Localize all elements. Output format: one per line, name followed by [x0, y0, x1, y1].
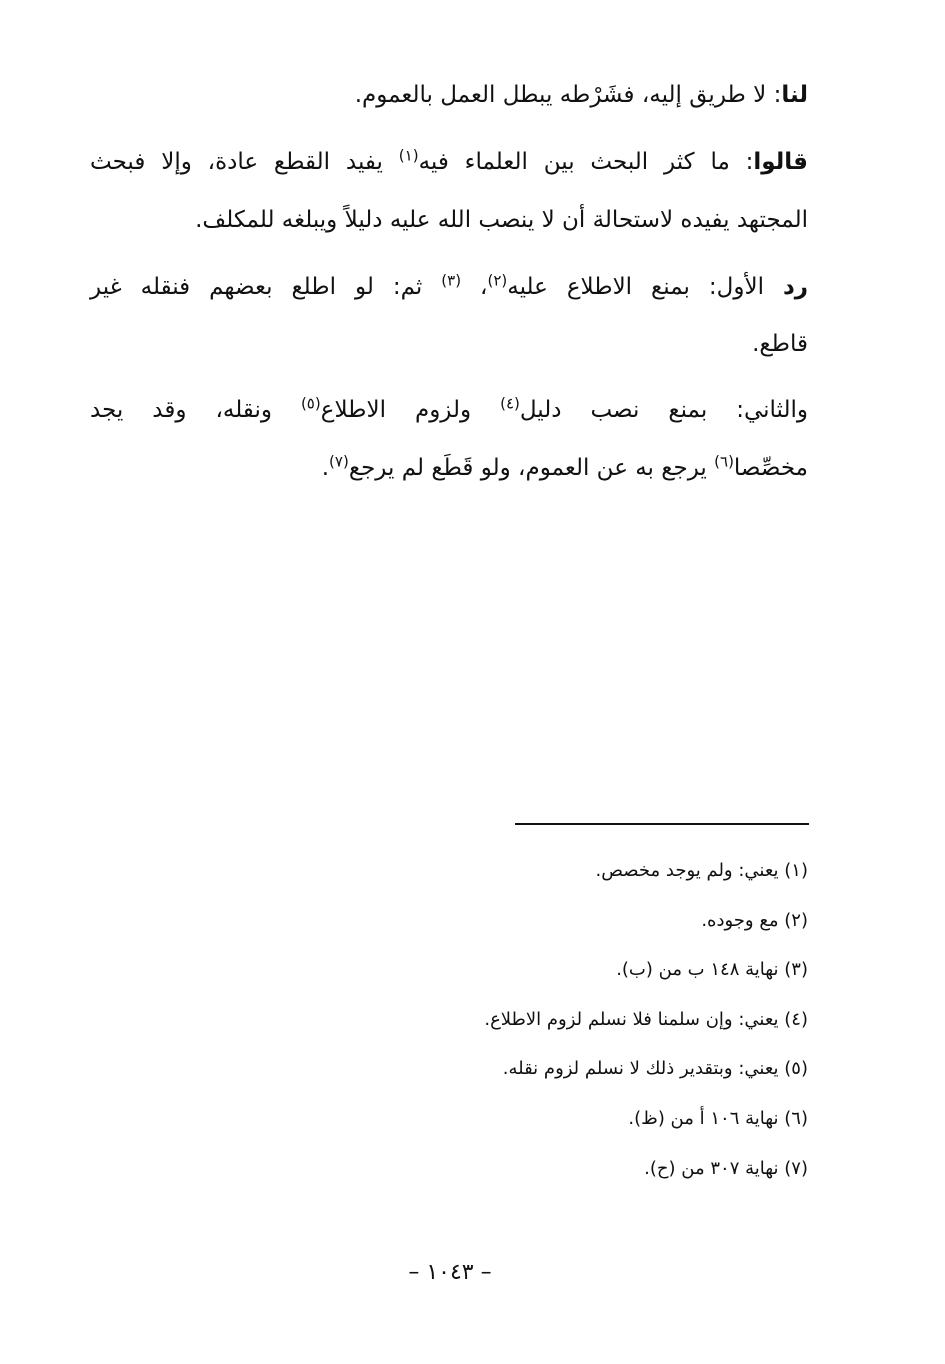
- paragraph-qalu-line-2: [90, 203, 808, 237]
- paragraph-text: مخصِّصا: [733, 455, 808, 481]
- paragraph-lead: لنا: [781, 82, 808, 108]
- paragraph-text: والثاني: بمنع نصب دليل: [519, 397, 808, 423]
- footnote-ref-3: (٣): [441, 271, 462, 290]
- footnote-ref-4: (٤): [500, 394, 520, 413]
- paragraph-text: يفيد القطع عادة، وإلا فبحث: [90, 149, 399, 175]
- footnote-ref-6: (٦): [714, 452, 734, 471]
- paragraph-thani-line-1: [90, 393, 808, 427]
- paragraph-lana: [90, 78, 808, 112]
- paragraph-text: يرجع به عن العموم، ولو قَطَع لم يرجع: [348, 455, 715, 481]
- footnote-6: (٦) نهاية ١٠٦ أ من (ظ).: [628, 1108, 808, 1129]
- footnote-ref-7: (٧): [329, 452, 349, 471]
- paragraph-text: : ما كثر البحث بين العلماء فيه: [418, 149, 754, 175]
- footnote-7: (٧) نهاية ٣٠٧ من (ح).: [644, 1158, 808, 1179]
- paragraph-lead: رد: [782, 274, 808, 300]
- paragraph-text: ولزوم الاطلاع: [320, 397, 501, 423]
- paragraph-qalu-line-1: [90, 145, 808, 179]
- footnote-4: (٤) يعني: وإن سلمنا فلا نسلم لزوم الاطلاع.: [484, 1009, 808, 1030]
- paragraph-radd-line-2: [90, 327, 808, 361]
- paragraph-text: ثم: لو اطلع بعضهم فنقله غير: [90, 274, 442, 300]
- paragraph-text: : لا طريق إليه، فشَرْطه يبطل العمل بالعموم.: [354, 82, 782, 108]
- paragraph-text: المجتهد يفيده لاستحالة أن لا ينصب الله عليه دليلاً ويبلغه للمكلف.: [195, 207, 808, 233]
- footnote-ref-2: (٢): [487, 271, 508, 290]
- footnote-separator: [515, 823, 809, 825]
- footnote-3: (٣) نهاية ١٤٨ ب من (ب).: [616, 959, 808, 980]
- footnote-5: (٥) يعني: وبتقدير ذلك لا نسلم لزوم نقله.: [502, 1058, 808, 1079]
- footnote-ref-1: (١): [398, 146, 419, 165]
- paragraph-text: .: [321, 455, 330, 481]
- paragraph-text: ونقله، وقد يجد: [90, 397, 301, 423]
- paragraph-radd-line-1: [90, 270, 808, 304]
- paragraph-text: ،: [461, 274, 488, 300]
- page-number: – ١٠٤٣ –: [408, 1260, 492, 1285]
- footnote-1: (١) يعني: ولم يوجد مخصص.: [595, 860, 808, 881]
- paragraph-lead: قالوا: [753, 149, 808, 175]
- footnote-2: (٢) مع وجوده.: [701, 910, 808, 931]
- footnote-ref-5: (٥): [300, 394, 321, 413]
- paragraph-text: الأول: بمنع الاطلاع عليه: [507, 274, 783, 300]
- paragraph-text: قاطع.: [752, 331, 808, 357]
- paragraph-thani-line-2: [90, 451, 808, 485]
